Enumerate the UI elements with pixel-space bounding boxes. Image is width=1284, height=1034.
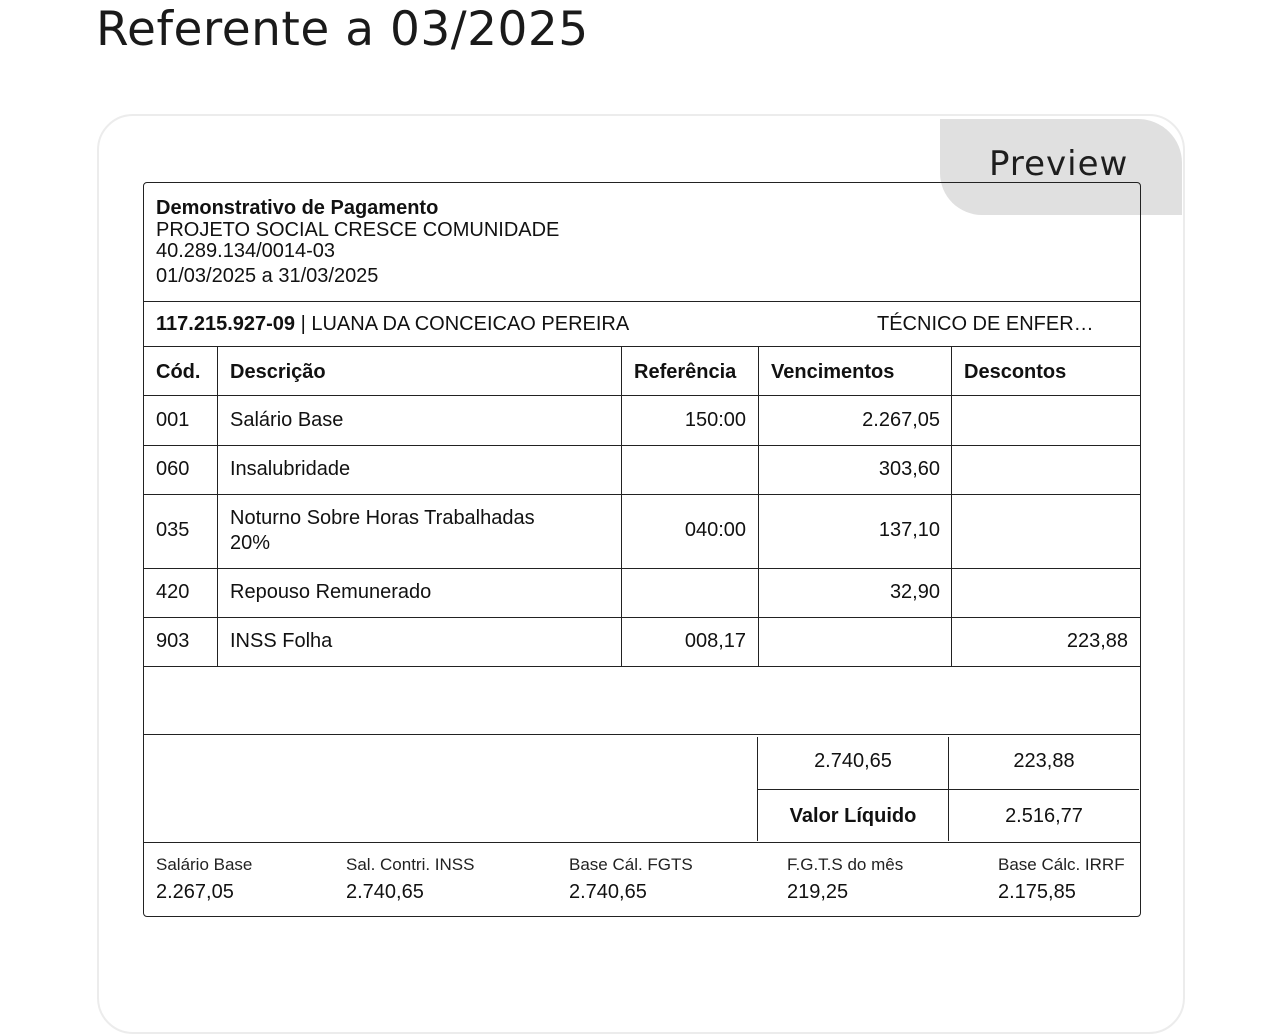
divider xyxy=(144,494,1140,495)
row-code: 420 xyxy=(156,581,190,603)
row-earnings: 303,60 xyxy=(878,458,940,480)
row-description: Insalubridade xyxy=(230,458,351,480)
col-header-description: Descrição xyxy=(230,361,326,383)
divider xyxy=(144,568,1140,569)
total-earnings: 2.740,65 xyxy=(814,750,892,772)
row-earnings: 137,10 xyxy=(878,519,940,541)
row-deductions: 223,88 xyxy=(1066,630,1128,652)
footer-label-inss-base: Sal. Contri. INSS xyxy=(346,855,475,874)
footer-value-base-salary: 2.267,05 xyxy=(156,881,234,903)
column-divider xyxy=(621,347,622,667)
row-code: 001 xyxy=(156,409,190,431)
employee-role: TÉCNICO DE ENFER… xyxy=(877,313,1094,335)
row-earnings: 2.267,05 xyxy=(862,409,940,431)
totals-divider xyxy=(758,789,1139,790)
row-description: INSS Folha xyxy=(230,630,333,652)
employee-name: LUANA DA CONCEICAO PEREIRA xyxy=(311,313,630,335)
row-reference: 040:00 xyxy=(684,519,746,541)
row-description: Salário Base xyxy=(230,409,344,431)
total-deductions: 223,88 xyxy=(1013,750,1075,772)
column-divider xyxy=(758,347,759,667)
row-code: 035 xyxy=(156,519,190,541)
footer-label-fgts-base: Base Cál. FGTS xyxy=(569,855,693,874)
row-description-line1: Noturno Sobre Horas Trabalhadas xyxy=(230,507,535,529)
company-name: PROJETO SOCIAL CRESCE COMUNIDADE xyxy=(156,219,560,241)
employee-id: 117.215.927-09 xyxy=(156,313,296,335)
column-divider xyxy=(951,347,952,667)
net-value-label: Valor Líquido xyxy=(789,805,917,827)
document-title: Demonstrativo de Pagamento xyxy=(156,197,439,219)
footer-value-fgts-base: 2.740,65 xyxy=(569,881,647,903)
row-description-line2: 20% xyxy=(230,532,271,554)
divider xyxy=(144,395,1140,396)
footer-value-inss-base: 2.740,65 xyxy=(346,881,424,903)
employee-separator: | xyxy=(295,313,312,335)
pay-period: 01/03/2025 a 31/03/2025 xyxy=(156,265,379,287)
footer-label-fgts-month: F.G.T.S do mês xyxy=(787,855,904,874)
row-reference: 008,17 xyxy=(684,630,746,652)
col-header-earnings: Vencimentos xyxy=(771,361,895,383)
company-cnpj: 40.289.134/0014-03 xyxy=(156,240,336,262)
row-earnings: 32,90 xyxy=(889,581,940,603)
col-header-reference: Referência xyxy=(634,361,737,383)
row-description: Repouso Remunerado xyxy=(230,581,432,603)
row-code: 903 xyxy=(156,630,190,652)
page-title: Referente a 03/2025 xyxy=(96,2,589,57)
divider xyxy=(144,445,1140,446)
divider xyxy=(144,346,1140,347)
column-divider xyxy=(217,347,218,667)
row-reference: 150:00 xyxy=(684,409,746,431)
divider xyxy=(144,734,1140,735)
col-header-code: Cód. xyxy=(156,361,201,383)
footer-value-fgts-month: 219,25 xyxy=(787,881,849,903)
net-value: 2.516,77 xyxy=(1005,805,1083,827)
divider xyxy=(144,666,1140,667)
divider xyxy=(144,842,1140,843)
divider xyxy=(144,301,1140,302)
footer-label-irrf-base: Base Cálc. IRRF xyxy=(998,855,1125,874)
col-header-deductions: Descontos xyxy=(964,361,1067,383)
footer-value-irrf-base: 2.175,85 xyxy=(998,881,1076,903)
divider xyxy=(144,617,1140,618)
employee-line xyxy=(156,312,629,336)
preview-label: Preview xyxy=(989,144,1129,184)
footer-label-base-salary: Salário Base xyxy=(156,855,253,874)
row-code: 060 xyxy=(156,458,190,480)
